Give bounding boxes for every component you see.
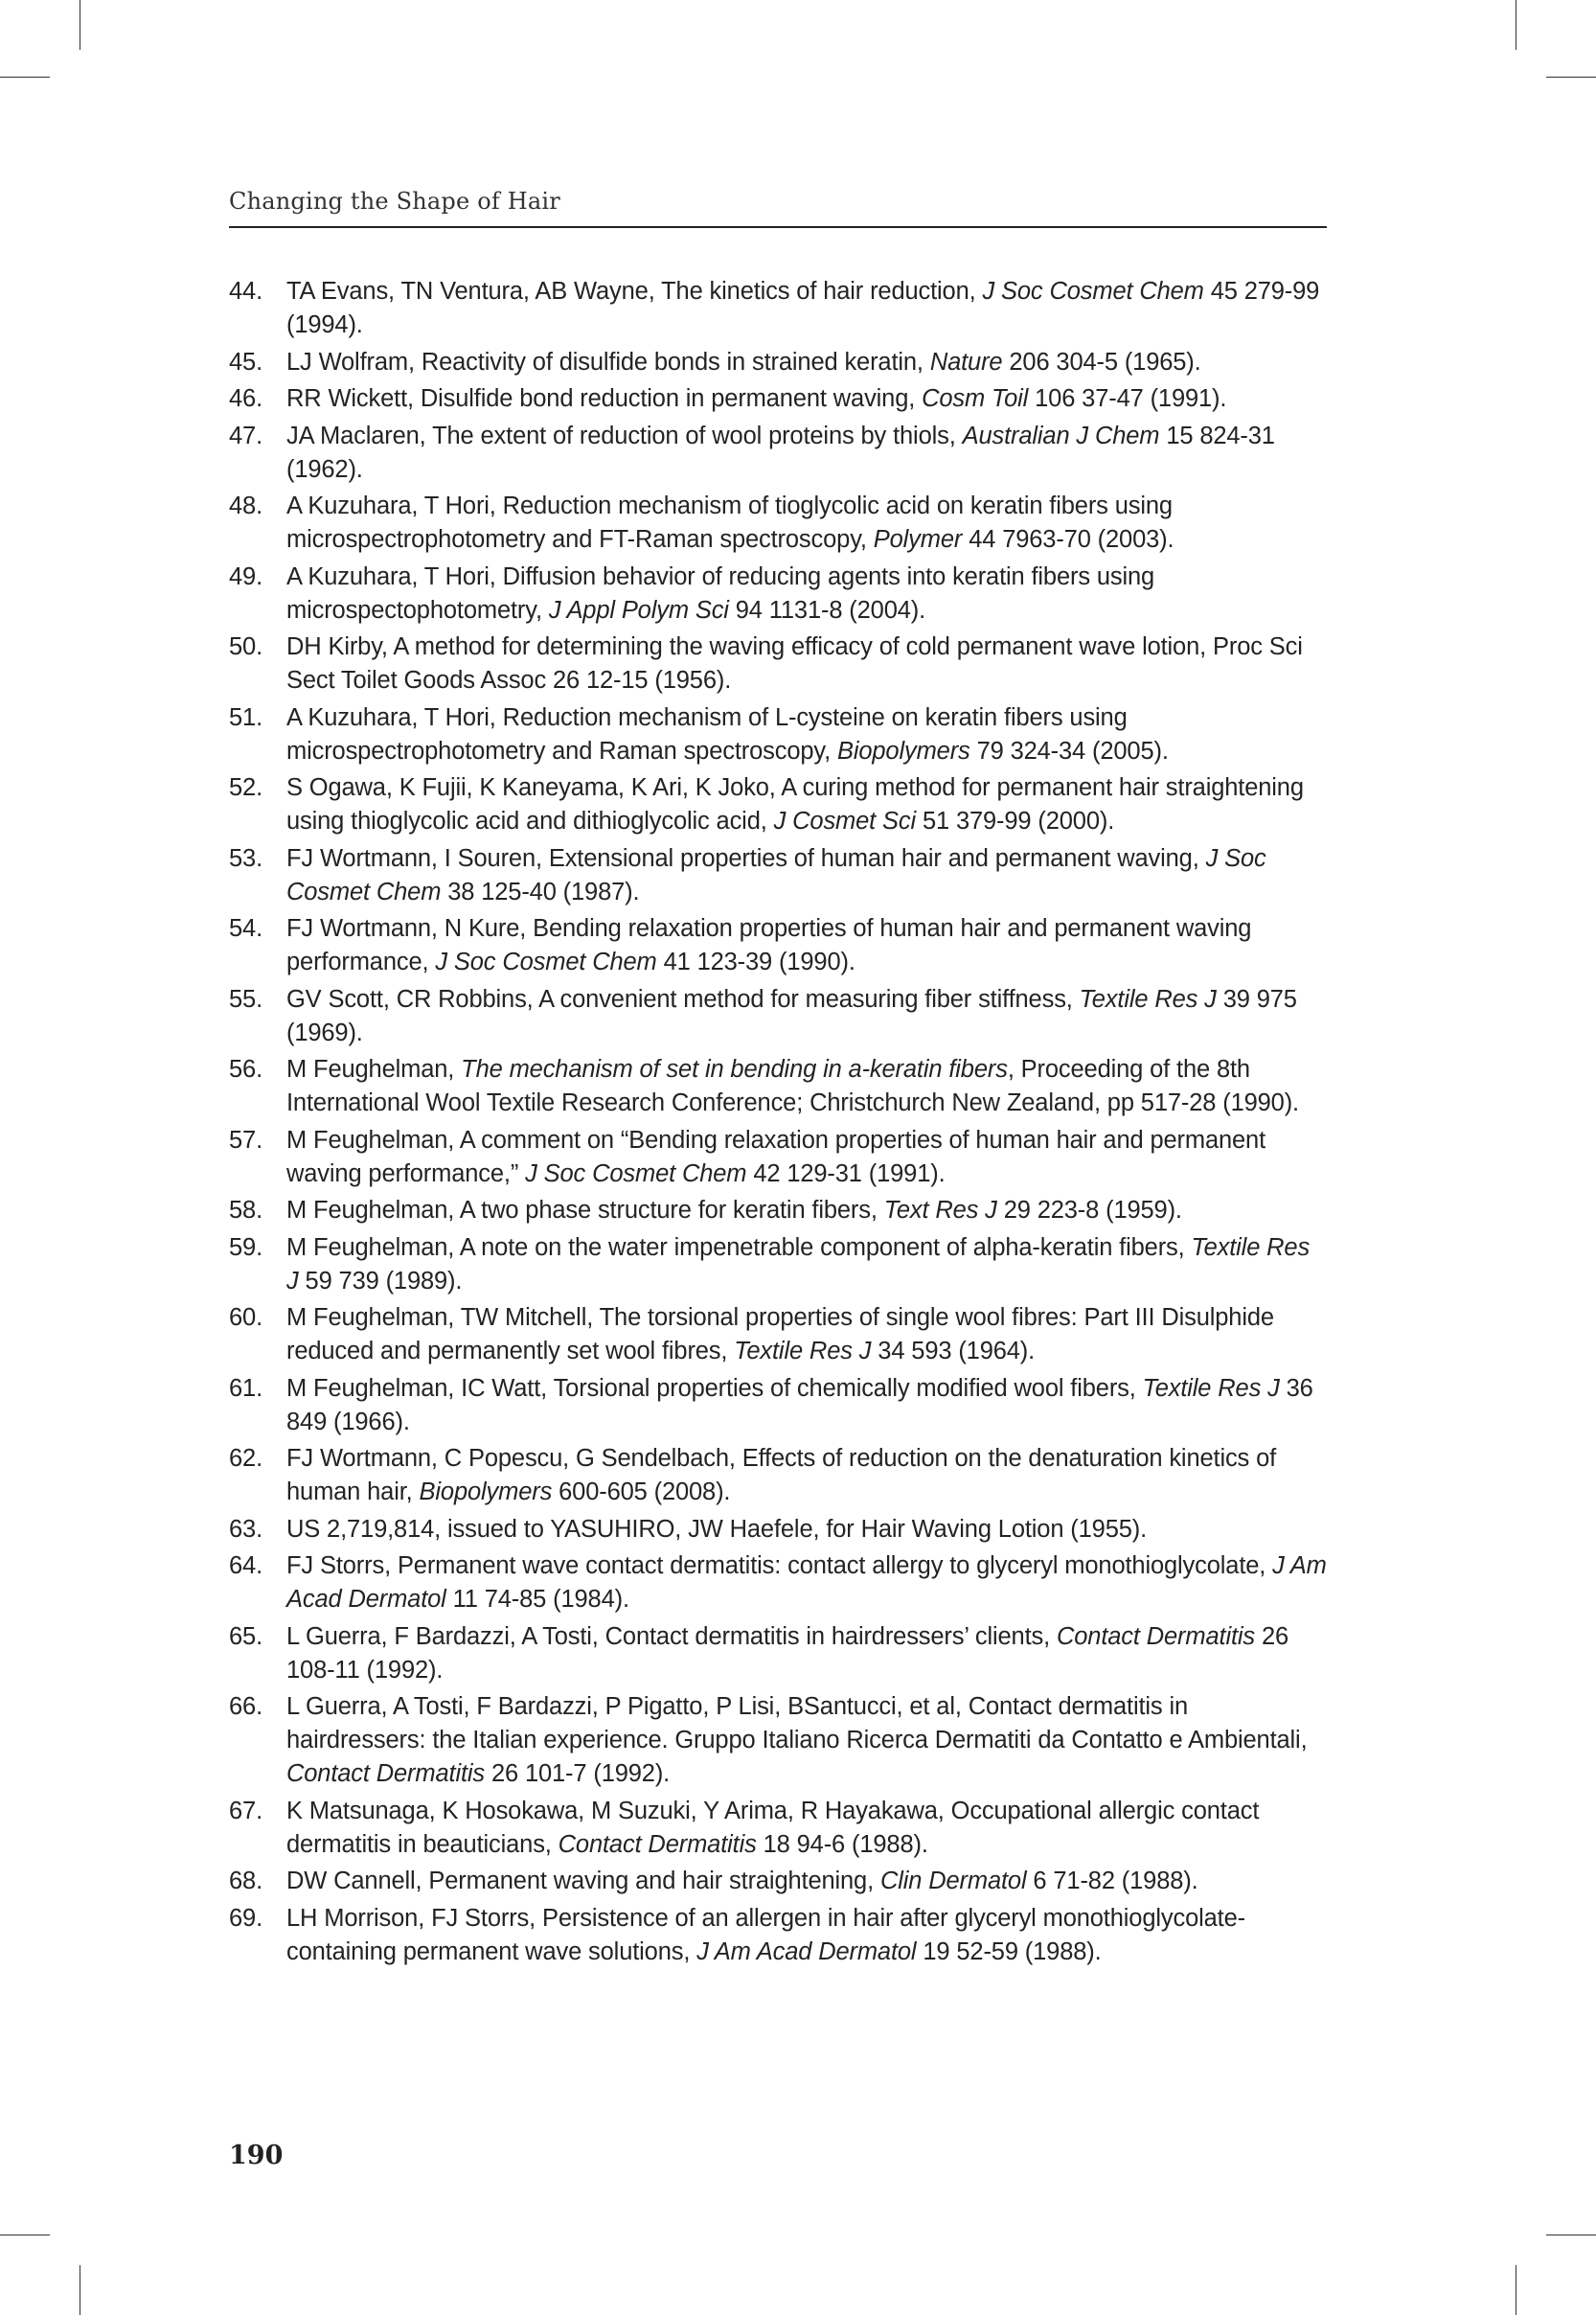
reference-segment: M Feughelman, IC Watt, Torsional properties of chemically modified wool fibers, [286, 1374, 1143, 1402]
reference-text [286, 493, 1174, 553]
reference-text [286, 278, 1319, 338]
reference-number: 57. [229, 1126, 262, 1154]
journal-title: Contact Dermatitis [558, 1830, 757, 1858]
reference-segment: 19 52-59 (1988). [916, 1937, 1102, 1965]
journal-title: Contact Dermatitis [1056, 1622, 1256, 1650]
journal-title: J Am Acad Dermatol [286, 1552, 1327, 1613]
reference-number: 47. [229, 422, 262, 449]
reference-number: 50. [229, 633, 262, 660]
reference-text [286, 774, 1304, 835]
reference-segment: 6 71-82 (1988). [1026, 1868, 1198, 1894]
reference-segment: A Kuzuhara, T Hori, Reduction mechanism of tioglycolic acid on keratin fibers using microspectrophotometry and FT-Raman spectroscopy, [286, 493, 1173, 553]
journal-title: Polymer [873, 526, 963, 553]
reference-number: 51. [229, 703, 262, 731]
reference-item [229, 490, 1327, 557]
reference-segment: 45 279-99 (1994). [286, 278, 1320, 338]
reference-segment: M Feughelman, A two phase structure for keratin fibers, [286, 1197, 884, 1224]
reference-item [229, 1231, 1327, 1298]
reference-list [229, 275, 1327, 1972]
reference-segment: 600-605 (2008). [552, 1478, 731, 1505]
reference-number: 46. [229, 385, 262, 412]
reference-segment: DH Kirby, A method for determining the waving efficacy of cold permanent wave lotion, Proc Sci Sect Toilet Goods Assoc 26 12-15 (1956). [286, 633, 1303, 694]
reference-segment: 41 123-39 (1990). [656, 949, 855, 975]
reference-segment: A Kuzuhara, T Hori, Reduction mechanism of L-cysteine on keratin fibers using microspectrophotometry and Raman spectroscopy, [286, 703, 1128, 765]
reference-item [229, 1301, 1327, 1368]
reference-segment: 11 74-85 (1984). [445, 1586, 629, 1613]
journal-title: J Soc Cosmet Chem [525, 1159, 747, 1187]
journal-title: J Soc Cosmet Chem [982, 278, 1204, 305]
reference-segment: 94 1131-8 (2004). [728, 596, 926, 624]
reference-segment: FJ Wortmann, C Popescu, G Sendelbach, Effects of reduction on the denaturation kinetics of human hair, [286, 1445, 1277, 1505]
reference-item [229, 1795, 1327, 1862]
journal-title: Biopolymers [419, 1478, 553, 1505]
reference-segment: 26 101-7 (1992). [485, 1760, 671, 1787]
reference-segment: 26 108-11 (1992). [286, 1622, 1289, 1684]
reference-number: 44. [229, 278, 262, 305]
reference-number: 52. [229, 774, 262, 801]
reference-segment: TA Evans, TN Ventura, AB Wayne, The kinetics of hair reduction, [286, 278, 983, 305]
reference-item [229, 1442, 1327, 1509]
reference-segment: RR Wickett, Disulfide bond reduction in permanent waving, [286, 385, 923, 412]
reference-segment: 39 975 (1969). [286, 985, 1297, 1046]
page-number: 190 [229, 2141, 284, 2170]
reference-segment: S Ogawa, K Fujii, K Kaneyama, K Ari, K Joko, A curing method for permanent hair straightening using thioglycolic acid and dithioglycolic acid, [286, 774, 1304, 835]
reference-segment: A Kuzuhara, T Hori, Diffusion behavior of reducing agents into keratin fibers using microspectophotometry, [286, 562, 1155, 624]
reference-text [286, 1234, 1310, 1295]
reference-item [229, 1690, 1327, 1791]
reference-number: 65. [229, 1622, 262, 1650]
reference-number: 49. [229, 562, 262, 590]
reference-item [229, 983, 1327, 1050]
reference-segment: K Matsunaga, K Hosokawa, M Suzuki, Y Arima, R Hayakawa, Occupational allergic contact dermatitis in beauticians, [286, 1797, 1260, 1858]
reference-text [286, 1056, 1299, 1116]
reference-segment: FJ Wortmann, N Kure, Bending relaxation properties of human hair and permanent waving performance, [286, 915, 1252, 975]
reference-text [286, 1905, 1245, 1965]
journal-title: Biopolymers [836, 737, 970, 765]
reference-number: 54. [229, 915, 262, 942]
journal-title: J Soc Cosmet Chem [435, 949, 657, 975]
journal-title: Cosm Toil [922, 385, 1029, 412]
journal-title: Textile Res J [734, 1338, 872, 1364]
reference-segment: 36 849 (1966). [286, 1374, 1313, 1435]
reference-segment: L Guerra, A Tosti, F Bardazzi, P Pigatto, P Lisi, BSantucci, et al, Contact dermatitis in hairdressers: the Italian experience. Gruppo Italiano Ricerca Dermatiti da Contatto e Ambientali, [286, 1693, 1308, 1753]
reference-text [286, 704, 1169, 765]
reference-text [286, 1516, 1147, 1543]
reference-segment: 42 129-31 (1991). [746, 1159, 946, 1187]
reference-segment: 59 739 (1989). [298, 1267, 463, 1295]
reference-number: 62. [229, 1445, 262, 1472]
reference-text [286, 423, 1275, 483]
reference-item [229, 1513, 1327, 1547]
reference-segment: L Guerra, F Bardazzi, A Tosti, Contact dermatitis in hairdressers’ clients, [286, 1622, 1057, 1650]
reference-number: 58. [229, 1197, 262, 1224]
reference-item [229, 346, 1327, 379]
reference-segment: 206 304-5 (1965). [1002, 348, 1201, 376]
reference-segment: FJ Storrs, Permanent wave contact dermatitis: contact allergy to glyceryl monothioglycolate, [286, 1552, 1273, 1579]
reference-item [229, 1549, 1327, 1616]
journal-title: Contact Dermatitis [286, 1760, 486, 1787]
reference-item [229, 561, 1327, 628]
reference-item [229, 1865, 1327, 1898]
reference-item [229, 701, 1327, 768]
journal-title: Clin Dermatol [879, 1868, 1027, 1894]
reference-item [229, 912, 1327, 979]
reference-segment: M Feughelman, TW Mitchell, The torsional properties of single wool fibres: Part III Disulphide reduced and permanently set wool fibres, [286, 1304, 1274, 1364]
journal-title: Australian J Chem [962, 422, 1160, 449]
reference-text [286, 633, 1303, 694]
reference-number: 63. [229, 1515, 262, 1543]
reference-text [286, 1552, 1327, 1613]
reference-text [286, 1197, 1182, 1224]
reference-item [229, 1194, 1327, 1227]
reference-number: 55. [229, 985, 262, 1013]
journal-title: J Cosmet Sci [773, 808, 917, 835]
reference-number: 68. [229, 1868, 262, 1894]
reference-item [229, 842, 1327, 909]
reference-number: 56. [229, 1056, 262, 1083]
reference-number: 66. [229, 1693, 262, 1720]
reference-segment: LJ Wolfram, Reactivity of disulfide bonds in strained keratin, [286, 348, 930, 376]
reference-item [229, 420, 1327, 487]
reference-segment: M Feughelman, A note on the water impenetrable component of alpha-keratin fibers, [286, 1233, 1192, 1261]
header-rule [229, 226, 1327, 228]
reference-segment: 106 37-47 (1991). [1028, 385, 1227, 412]
reference-text [286, 349, 1201, 376]
reference-text [286, 385, 1226, 412]
reference-number: 64. [229, 1552, 262, 1579]
reference-item [229, 1053, 1327, 1120]
reference-item [229, 1902, 1327, 1969]
reference-text [286, 563, 1154, 624]
reference-segment: FJ Wortmann, I Souren, Extensional properties of human hair and permanent waving, [286, 844, 1206, 872]
reference-segment: 79 324-34 (2005). [969, 737, 1169, 765]
reference-segment: 15 824-31 (1962). [286, 422, 1275, 483]
reference-number: 45. [229, 348, 262, 376]
journal-title: Textile Res J [286, 1233, 1311, 1295]
reference-item [229, 1620, 1327, 1687]
journal-title: J Appl Polym Sci [548, 596, 729, 624]
reference-text [286, 845, 1266, 905]
reference-number: 60. [229, 1304, 262, 1331]
journal-title: The mechanism of set in bending in a-keratin fibers [461, 1056, 1008, 1083]
reference-segment: 38 125-40 (1987). [441, 878, 640, 905]
reference-segment: 44 7963-70 (2003). [962, 526, 1174, 553]
reference-text [286, 1623, 1288, 1684]
reference-text [286, 986, 1297, 1046]
reference-number: 61. [229, 1374, 262, 1402]
reference-text [286, 1375, 1313, 1435]
reference-item [229, 275, 1327, 342]
reference-item [229, 771, 1327, 838]
reference-segment: 29 223-8 (1959). [996, 1197, 1182, 1224]
reference-number: 69. [229, 1904, 262, 1932]
journal-title: J Am Acad Dermatol [696, 1937, 917, 1965]
reference-text [286, 1868, 1198, 1894]
reference-item [229, 382, 1327, 416]
reference-number: 48. [229, 493, 262, 519]
reference-number: 67. [229, 1797, 262, 1824]
crop-mark-top-left [0, 77, 50, 78]
reference-segment: M Feughelman, A comment on “Bending relaxation properties of human hair and permanent waving performance,” [286, 1126, 1266, 1187]
reference-text [286, 1693, 1308, 1787]
reference-segment: M Feughelman, [286, 1056, 462, 1083]
reference-segment: 34 593 (1964). [871, 1338, 1036, 1364]
crop-mark-top-right [1546, 77, 1596, 78]
journal-title: Textile Res J [1142, 1374, 1280, 1402]
reference-item [229, 1372, 1327, 1439]
reference-segment: DW Cannell, Permanent waving and hair straightening, [286, 1868, 880, 1894]
reference-text [286, 1304, 1274, 1364]
reference-text [286, 1445, 1276, 1505]
reference-text [286, 1127, 1265, 1187]
reference-item [229, 630, 1327, 698]
reference-text [286, 1798, 1259, 1858]
journal-title: J Soc Cosmet Chem [286, 844, 1266, 905]
running-head: Changing the Shape of Hair [229, 188, 560, 215]
journal-title: Text Res J [883, 1197, 997, 1224]
reference-segment: GV Scott, CR Robbins, A convenient method for measuring fiber stiffness, [286, 985, 1080, 1013]
reference-segment: 18 94-6 (1988). [756, 1830, 928, 1858]
reference-segment: LH Morrison, FJ Storrs, Persistence of an allergen in hair after glyceryl monothioglycolate-containing permanent wave solutions, [286, 1904, 1245, 1965]
reference-segment: , Proceeding of the 8th International Wool Textile Research Conference; Christchurch New Zealand, pp 517-28 (1990). [286, 1056, 1299, 1116]
reference-number: 53. [229, 844, 262, 872]
reference-segment: 51 379-99 (2000). [916, 808, 1115, 835]
reference-item [229, 1124, 1327, 1191]
journal-title: Nature [929, 348, 1003, 376]
journal-title: Textile Res J [1079, 985, 1217, 1013]
reference-segment: US 2,719,814, issued to YASUHIRO, JW Haefele, for Hair Waving Lotion (1955). [286, 1515, 1148, 1543]
reference-text [286, 915, 1251, 975]
reference-number: 59. [229, 1233, 262, 1261]
reference-segment: JA Maclaren, The extent of reduction of wool proteins by thiols, [286, 422, 963, 449]
